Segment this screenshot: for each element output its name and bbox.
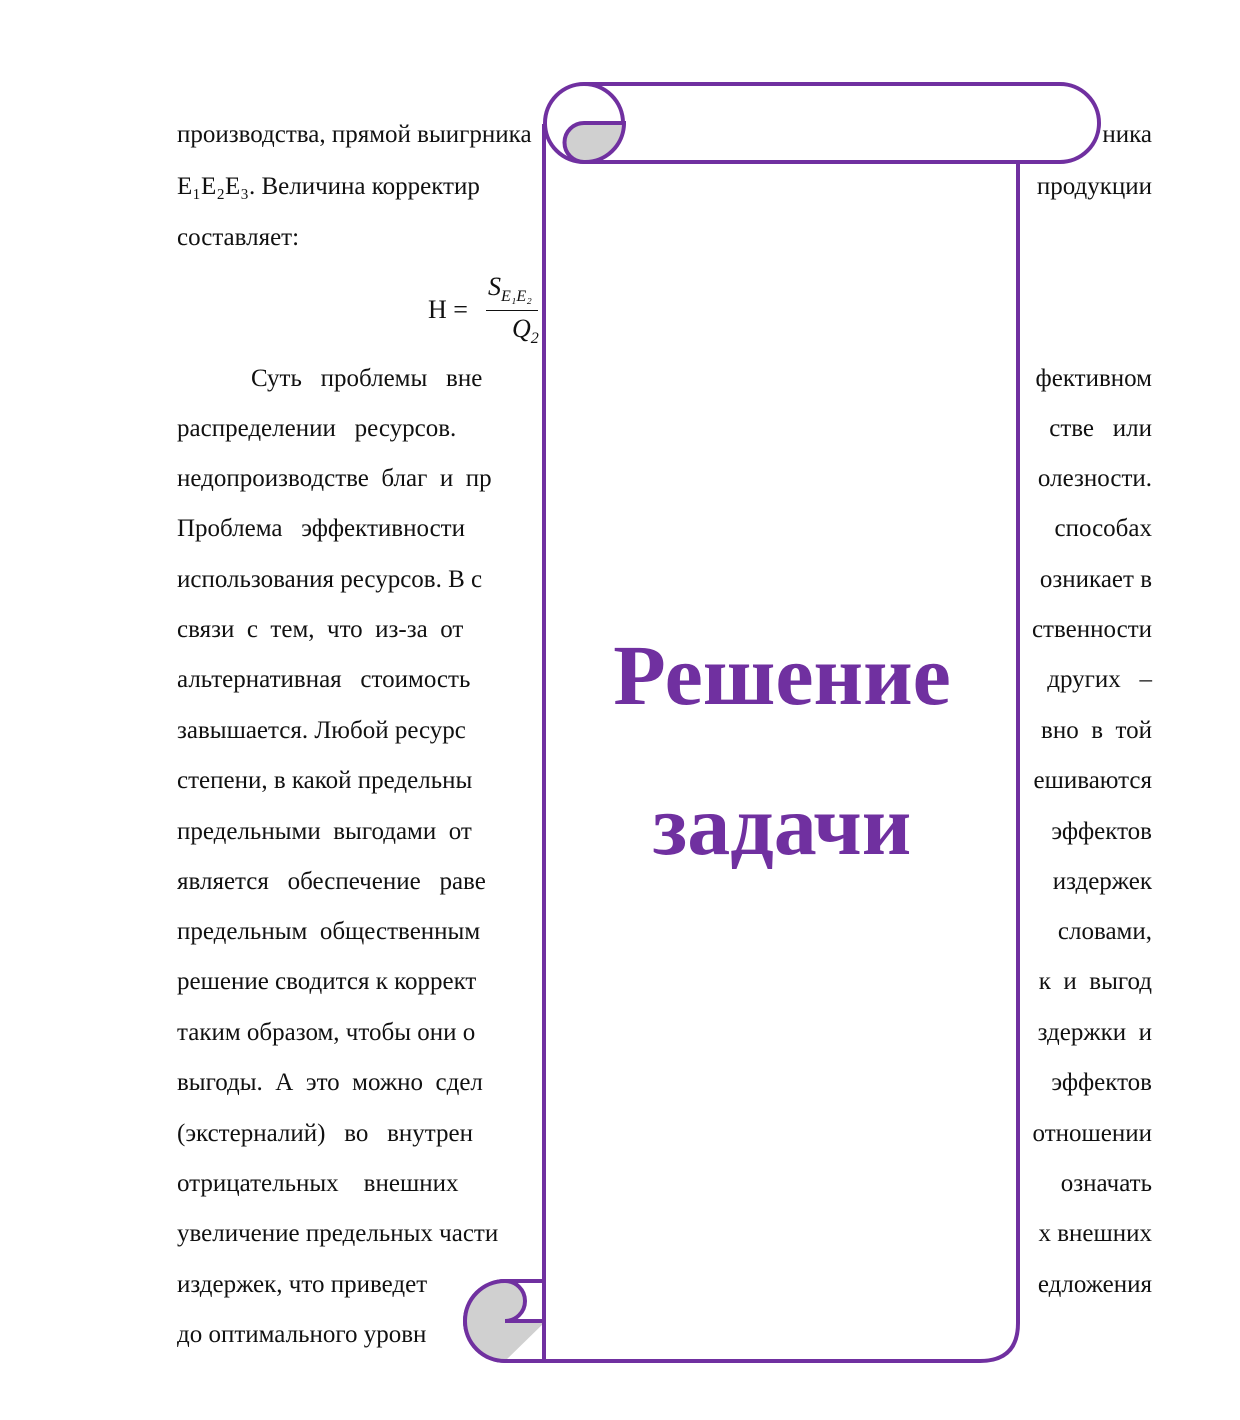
text-line: является обеспечение раве издержек	[177, 868, 1152, 895]
text-line: (экстерналий) во внутрен отношении	[177, 1120, 1152, 1147]
text-line: степени, в какой предельны ешиваются	[177, 767, 1152, 794]
text-line: Проблема эффективности способах	[177, 515, 1152, 542]
scroll-title-line-2: задачи	[652, 777, 912, 873]
text-line: отрицательных внешних означать	[177, 1170, 1152, 1197]
text-line: E₁E₂E₃. Величина корректир продукции	[177, 173, 1152, 200]
text-line: распределении ресурсов. стве или	[177, 415, 1152, 442]
scroll-title-line-1: Решение	[613, 627, 951, 723]
text-line: решение сводится к коррект к и выгод	[177, 968, 1152, 995]
text-line: предельным общественным словами,	[177, 918, 1152, 945]
formula-lhs: Н =	[428, 295, 468, 324]
text-line: ника	[1102, 121, 1152, 148]
text-line: производства, прямой выигр ника	[177, 121, 532, 148]
text-line: использования ресурсов. В с озникает в	[177, 566, 1152, 593]
formula-numerator: $S_{E_1E_2}$	[486, 272, 538, 311]
text-line: увеличение предельных части х внешних	[177, 1220, 1152, 1247]
text-line: предельными выгодами от эффектов	[177, 818, 1152, 845]
text-line: завышается. Любой ресурс вно в той	[177, 717, 1152, 744]
text-line: таким образом, чтобы они о здержки и	[177, 1019, 1152, 1046]
text-line: недопроизводстве благ и пр олезности.	[177, 465, 1152, 492]
text-line: до оптимального уровн	[177, 1321, 427, 1348]
text-line: выгоды. А это можно сдел эффектов	[177, 1069, 1152, 1096]
formula-denominator: $Q_2$	[511, 314, 539, 348]
text-line: связи с тем, что из-за от ственности	[177, 616, 1152, 643]
text-line: составляет:	[177, 224, 300, 251]
text-line: Суть проблемы вне фективном	[251, 365, 1152, 392]
scroll-top-roll	[545, 84, 1099, 162]
text-line: издержек, что приведет едложения	[177, 1271, 1152, 1298]
text-line: альтернативная стоимость других –	[177, 666, 1152, 693]
scroll-title	[546, 600, 1018, 900]
